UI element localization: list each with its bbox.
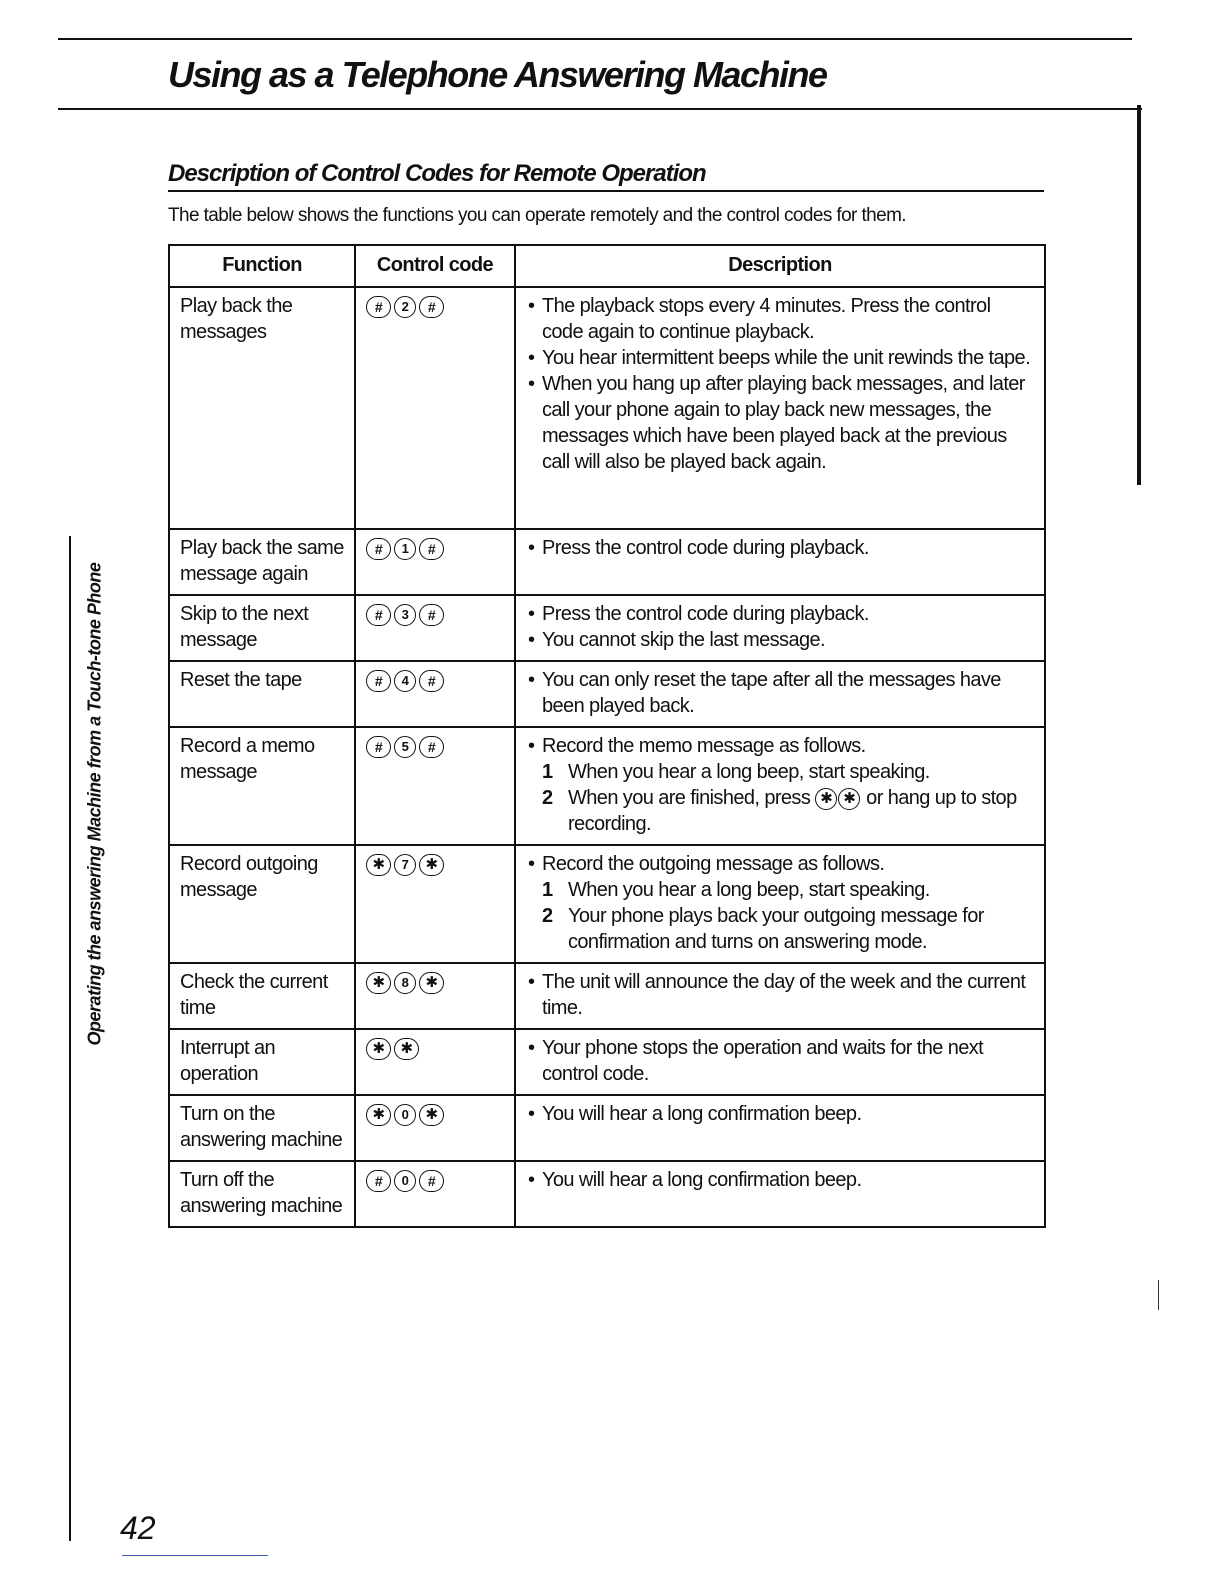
description-list bbox=[526, 1167, 1036, 1193]
step-text: When you hear a long beep, start speaking. bbox=[568, 761, 930, 783]
function-cell: Play back the messages bbox=[169, 287, 355, 529]
table-row bbox=[169, 1029, 1045, 1095]
table-header-row bbox=[169, 245, 1045, 287]
section-rule bbox=[168, 190, 1044, 192]
description-bullet: • You will hear a long confirmation beep. bbox=[526, 1101, 1036, 1127]
star-key-icon: ✱ bbox=[419, 854, 444, 876]
table-row bbox=[169, 1095, 1045, 1161]
digit-key-icon: 1 bbox=[394, 538, 416, 560]
table-row bbox=[169, 287, 1045, 529]
hash-key-icon: # bbox=[366, 604, 391, 626]
function-cell: Turn on the answering machine bbox=[169, 1095, 355, 1161]
step-item bbox=[542, 759, 1036, 785]
step-text-before: When you are finished, press bbox=[568, 787, 811, 809]
description-list bbox=[526, 601, 1036, 653]
hash-key-icon: # bbox=[419, 670, 444, 692]
step-number: 2 bbox=[542, 905, 553, 927]
description-bullet: • You cannot skip the last message. bbox=[526, 627, 1036, 653]
digit-key-icon: 0 bbox=[394, 1170, 416, 1192]
step-text-after: or hang up to stop recording. bbox=[568, 787, 1017, 835]
control-code-cell bbox=[355, 727, 515, 845]
hash-key-icon: # bbox=[419, 296, 444, 318]
description-list bbox=[526, 1101, 1036, 1127]
description-cell bbox=[515, 1095, 1045, 1161]
control-code-cell bbox=[355, 1161, 515, 1227]
intro-text: The table below shows the functions you can operate remotely and the control codes for them. bbox=[168, 205, 906, 226]
control-code-cell bbox=[355, 845, 515, 963]
description-bullet: • You can only reset the tape after all the messages have been played back. bbox=[526, 667, 1036, 719]
description-list bbox=[526, 535, 1036, 561]
description-bullet: • The unit will announce the day of the week and the current time. bbox=[526, 969, 1036, 1021]
hash-key-icon: # bbox=[366, 1170, 391, 1192]
hash-key-icon: # bbox=[366, 670, 391, 692]
star-key-icon: ✱ bbox=[394, 1038, 419, 1060]
description-bullet: • Record the outgoing message as follows. bbox=[526, 851, 1036, 877]
description-bullet: • You will hear a long confirmation beep. bbox=[526, 1167, 1036, 1193]
function-cell: Check the current time bbox=[169, 963, 355, 1029]
hash-key-icon: # bbox=[419, 604, 444, 626]
hash-key-icon: # bbox=[419, 538, 444, 560]
description-bullet: • Press the control code during playback. bbox=[526, 535, 1036, 561]
left-margin-bar bbox=[69, 536, 71, 1541]
control-code-cell bbox=[355, 963, 515, 1029]
star-key-icon: ✱ bbox=[366, 1038, 391, 1060]
digit-key-icon: 4 bbox=[394, 670, 416, 692]
table-row bbox=[169, 845, 1045, 963]
star-key-icon: ✱ bbox=[366, 854, 391, 876]
table-row bbox=[169, 529, 1045, 595]
description-cell bbox=[515, 845, 1045, 963]
section-heading: Description of Control Codes for Remote Operation bbox=[168, 160, 706, 187]
control-code-cell bbox=[355, 1029, 515, 1095]
control-code-cell bbox=[355, 595, 515, 661]
hash-key-icon: # bbox=[366, 296, 391, 318]
digit-key-icon: 7 bbox=[394, 854, 416, 876]
step-item bbox=[542, 903, 1036, 955]
digit-key-icon: 8 bbox=[394, 972, 416, 994]
hash-key-icon: # bbox=[419, 736, 444, 758]
star-key-icon: ✱ bbox=[815, 788, 837, 810]
right-margin-bar bbox=[1137, 105, 1141, 485]
footer-rule bbox=[122, 1555, 268, 1556]
function-cell: Skip to the next message bbox=[169, 595, 355, 661]
table-row bbox=[169, 661, 1045, 727]
step-number: 2 bbox=[542, 787, 553, 809]
description-bullet: • You hear intermittent beeps while the unit rewinds the tape. bbox=[526, 345, 1036, 371]
hash-key-icon: # bbox=[366, 538, 391, 560]
inline-control-code bbox=[815, 787, 861, 809]
description-list bbox=[526, 969, 1036, 1021]
right-margin-mark bbox=[1158, 1280, 1159, 1310]
digit-key-icon: 0 bbox=[394, 1104, 416, 1126]
function-cell: Record a memo message bbox=[169, 727, 355, 845]
step-item bbox=[542, 877, 1036, 903]
star-key-icon: ✱ bbox=[419, 972, 444, 994]
function-cell: Record outgoing message bbox=[169, 845, 355, 963]
description-list bbox=[526, 733, 1036, 759]
control-code-cell bbox=[355, 661, 515, 727]
page-title: Using as a Telephone Answering Machine bbox=[168, 54, 827, 95]
description-cell bbox=[515, 1029, 1045, 1095]
top-rule bbox=[58, 38, 1132, 40]
control-codes-table bbox=[168, 244, 1046, 1228]
header-description: Description bbox=[515, 245, 1045, 287]
description-list bbox=[526, 1035, 1036, 1087]
description-bullet: • Your phone stops the operation and waits for the next control code. bbox=[526, 1035, 1036, 1087]
function-cell: Turn off the answering machine bbox=[169, 1161, 355, 1227]
step-number: 1 bbox=[542, 879, 553, 901]
control-code-cell bbox=[355, 1095, 515, 1161]
digit-key-icon: 2 bbox=[394, 296, 416, 318]
table-row bbox=[169, 727, 1045, 845]
table-row bbox=[169, 595, 1045, 661]
function-cell: Interrupt an operation bbox=[169, 1029, 355, 1095]
description-list bbox=[526, 851, 1036, 877]
hash-key-icon: # bbox=[366, 736, 391, 758]
table-row bbox=[169, 963, 1045, 1029]
page-number: 42 bbox=[120, 1510, 156, 1546]
title-rule bbox=[58, 108, 1142, 110]
step-list bbox=[526, 877, 1036, 955]
description-bullet: • The playback stops every 4 minutes. Press the control code again to continue playback. bbox=[526, 293, 1036, 345]
header-function: Function bbox=[169, 245, 355, 287]
table-row bbox=[169, 1161, 1045, 1227]
description-cell bbox=[515, 1161, 1045, 1227]
star-key-icon: ✱ bbox=[419, 1104, 444, 1126]
description-list bbox=[526, 293, 1036, 475]
step-text: Your phone plays back your outgoing message for confirmation and turns on answering mode. bbox=[568, 905, 984, 953]
star-key-icon: ✱ bbox=[366, 972, 391, 994]
control-code-cell bbox=[355, 287, 515, 529]
step-list bbox=[526, 759, 1036, 837]
control-code-cell bbox=[355, 529, 515, 595]
description-cell bbox=[515, 287, 1045, 529]
function-cell: Reset the tape bbox=[169, 661, 355, 727]
hash-key-icon: # bbox=[419, 1170, 444, 1192]
star-key-icon: ✱ bbox=[366, 1104, 391, 1126]
description-cell bbox=[515, 661, 1045, 727]
star-key-icon: ✱ bbox=[838, 788, 860, 810]
header-control-code: Control code bbox=[355, 245, 515, 287]
step-number: 1 bbox=[542, 761, 553, 783]
description-bullet: • Record the memo message as follows. bbox=[526, 733, 1036, 759]
function-cell: Play back the same message again bbox=[169, 529, 355, 595]
digit-key-icon: 3 bbox=[394, 604, 416, 626]
description-cell bbox=[515, 595, 1045, 661]
step-text: When you hear a long beep, start speaking. bbox=[568, 879, 930, 901]
description-bullet: • When you hang up after playing back messages, and later call your phone again to play back new messages, the messages which have been played back at the previous call will also be played back again. bbox=[526, 371, 1036, 475]
side-label: Operating the answering Machine from a Touch-tone Phone bbox=[84, 562, 105, 1046]
description-cell bbox=[515, 963, 1045, 1029]
description-cell bbox=[515, 529, 1045, 595]
digit-key-icon: 5 bbox=[394, 736, 416, 758]
description-cell bbox=[515, 727, 1045, 845]
description-list bbox=[526, 667, 1036, 719]
step-item bbox=[542, 785, 1036, 837]
description-bullet: • Press the control code during playback. bbox=[526, 601, 1036, 627]
